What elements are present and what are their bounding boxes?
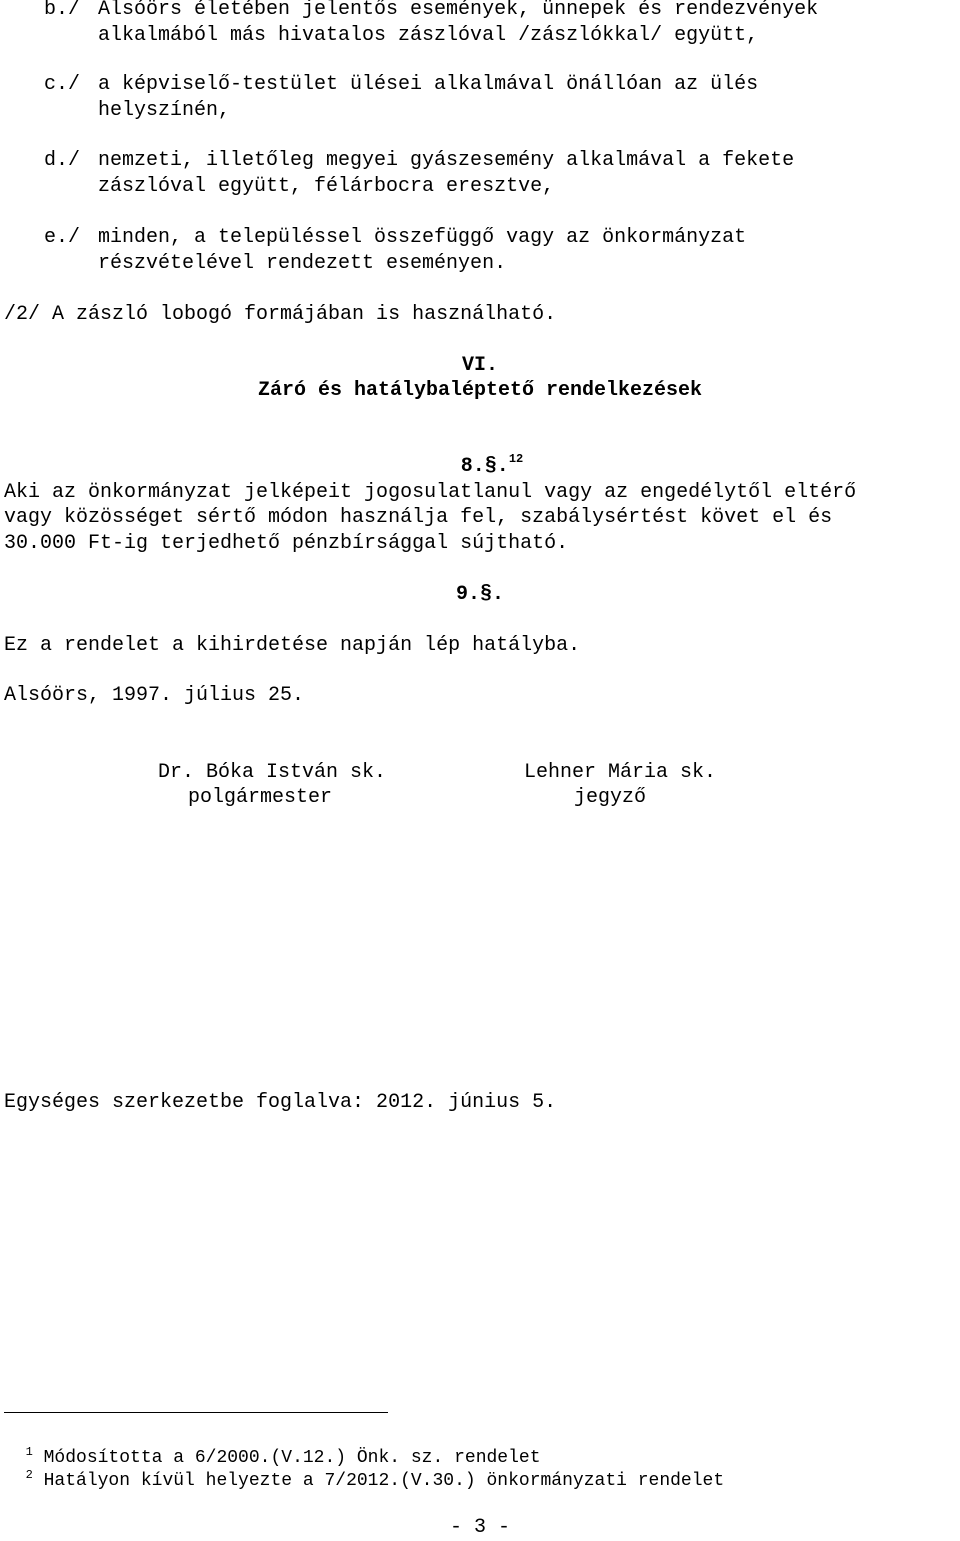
paragraph-9-text: Ez a rendelet a kihirdetése napján lép hatályba. xyxy=(4,634,581,657)
list-item-marker: c./ xyxy=(44,73,81,96)
section-title: Záró és hatálybaléptető rendelkezések xyxy=(257,379,703,402)
footnote-reference: 12 xyxy=(508,452,524,466)
footnote-number: 2 xyxy=(25,1468,33,1482)
paragraph-8-number: 8.§. xyxy=(460,455,509,478)
list-item-text: zászlóval együtt, félárbocra eresztve, xyxy=(98,175,555,198)
paragraph-8-text: Aki az önkormányzat jelképeit jogosulatlanul vagy az engedélytől eltérő xyxy=(4,481,857,504)
page-number: - 3 - xyxy=(449,1516,510,1539)
signature-title: polgármester xyxy=(187,786,333,809)
footnote-text: Hatályon kívül helyezte a 7/2012.(V.30.) önkormányzati rendelet xyxy=(43,1471,725,1491)
footnote-text: Módosította a 6/2000.(V.12.) Önk. sz. rendelet xyxy=(43,1448,541,1468)
paragraph-9-heading: 9.§. xyxy=(455,583,504,606)
paragraph-8-text: 30.000 Ft-ig terjedhető pénzbírsággal sújtható. xyxy=(4,532,569,555)
place-date: Alsóörs, 1997. július 25. xyxy=(4,684,305,707)
section-number: VI. xyxy=(461,354,498,377)
list-item-text: helyszínén, xyxy=(98,99,231,122)
signature-name: Dr. Bóka István sk. xyxy=(157,761,387,784)
list-item-text: Alsóörs életében jelentős események, ünnepek és rendezvények xyxy=(98,0,819,21)
list-item-marker: e./ xyxy=(44,226,81,249)
consolidation-note: Egységes szerkezetbe foglalva: 2012. június 5. xyxy=(4,1091,557,1114)
list-item-text: a képviselő-testület ülései alkalmával önállóan az ülés xyxy=(98,73,759,96)
list-item-marker: b./ xyxy=(44,0,81,21)
footnote xyxy=(4,1448,724,1492)
signature-title: jegyző xyxy=(573,786,646,809)
list-item-marker: d./ xyxy=(44,149,81,172)
footnote-divider xyxy=(4,1412,388,1413)
paragraph-8-heading xyxy=(0,428,960,480)
list-item-text: minden, a településsel összefüggő vagy az önkormányzat xyxy=(98,226,747,249)
list-item-text: alkalmából más hivatalos zászlóval /zászlókkal/ együtt, xyxy=(98,24,759,47)
signature-name: Lehner Mária sk. xyxy=(523,761,717,784)
footnote-number: 1 xyxy=(25,1445,33,1459)
list-item-text: részvételével rendezett eseményen. xyxy=(98,252,507,275)
list-item-text: nemzeti, illetőleg megyei gyászesemény alkalmával a fekete xyxy=(98,149,795,172)
paragraph-2: /2/ A zászló lobogó formájában is használható. xyxy=(4,303,557,326)
paragraph-8-text: vagy közösséget sértő módon használja fel, szabálysértést követ el és xyxy=(4,506,833,529)
